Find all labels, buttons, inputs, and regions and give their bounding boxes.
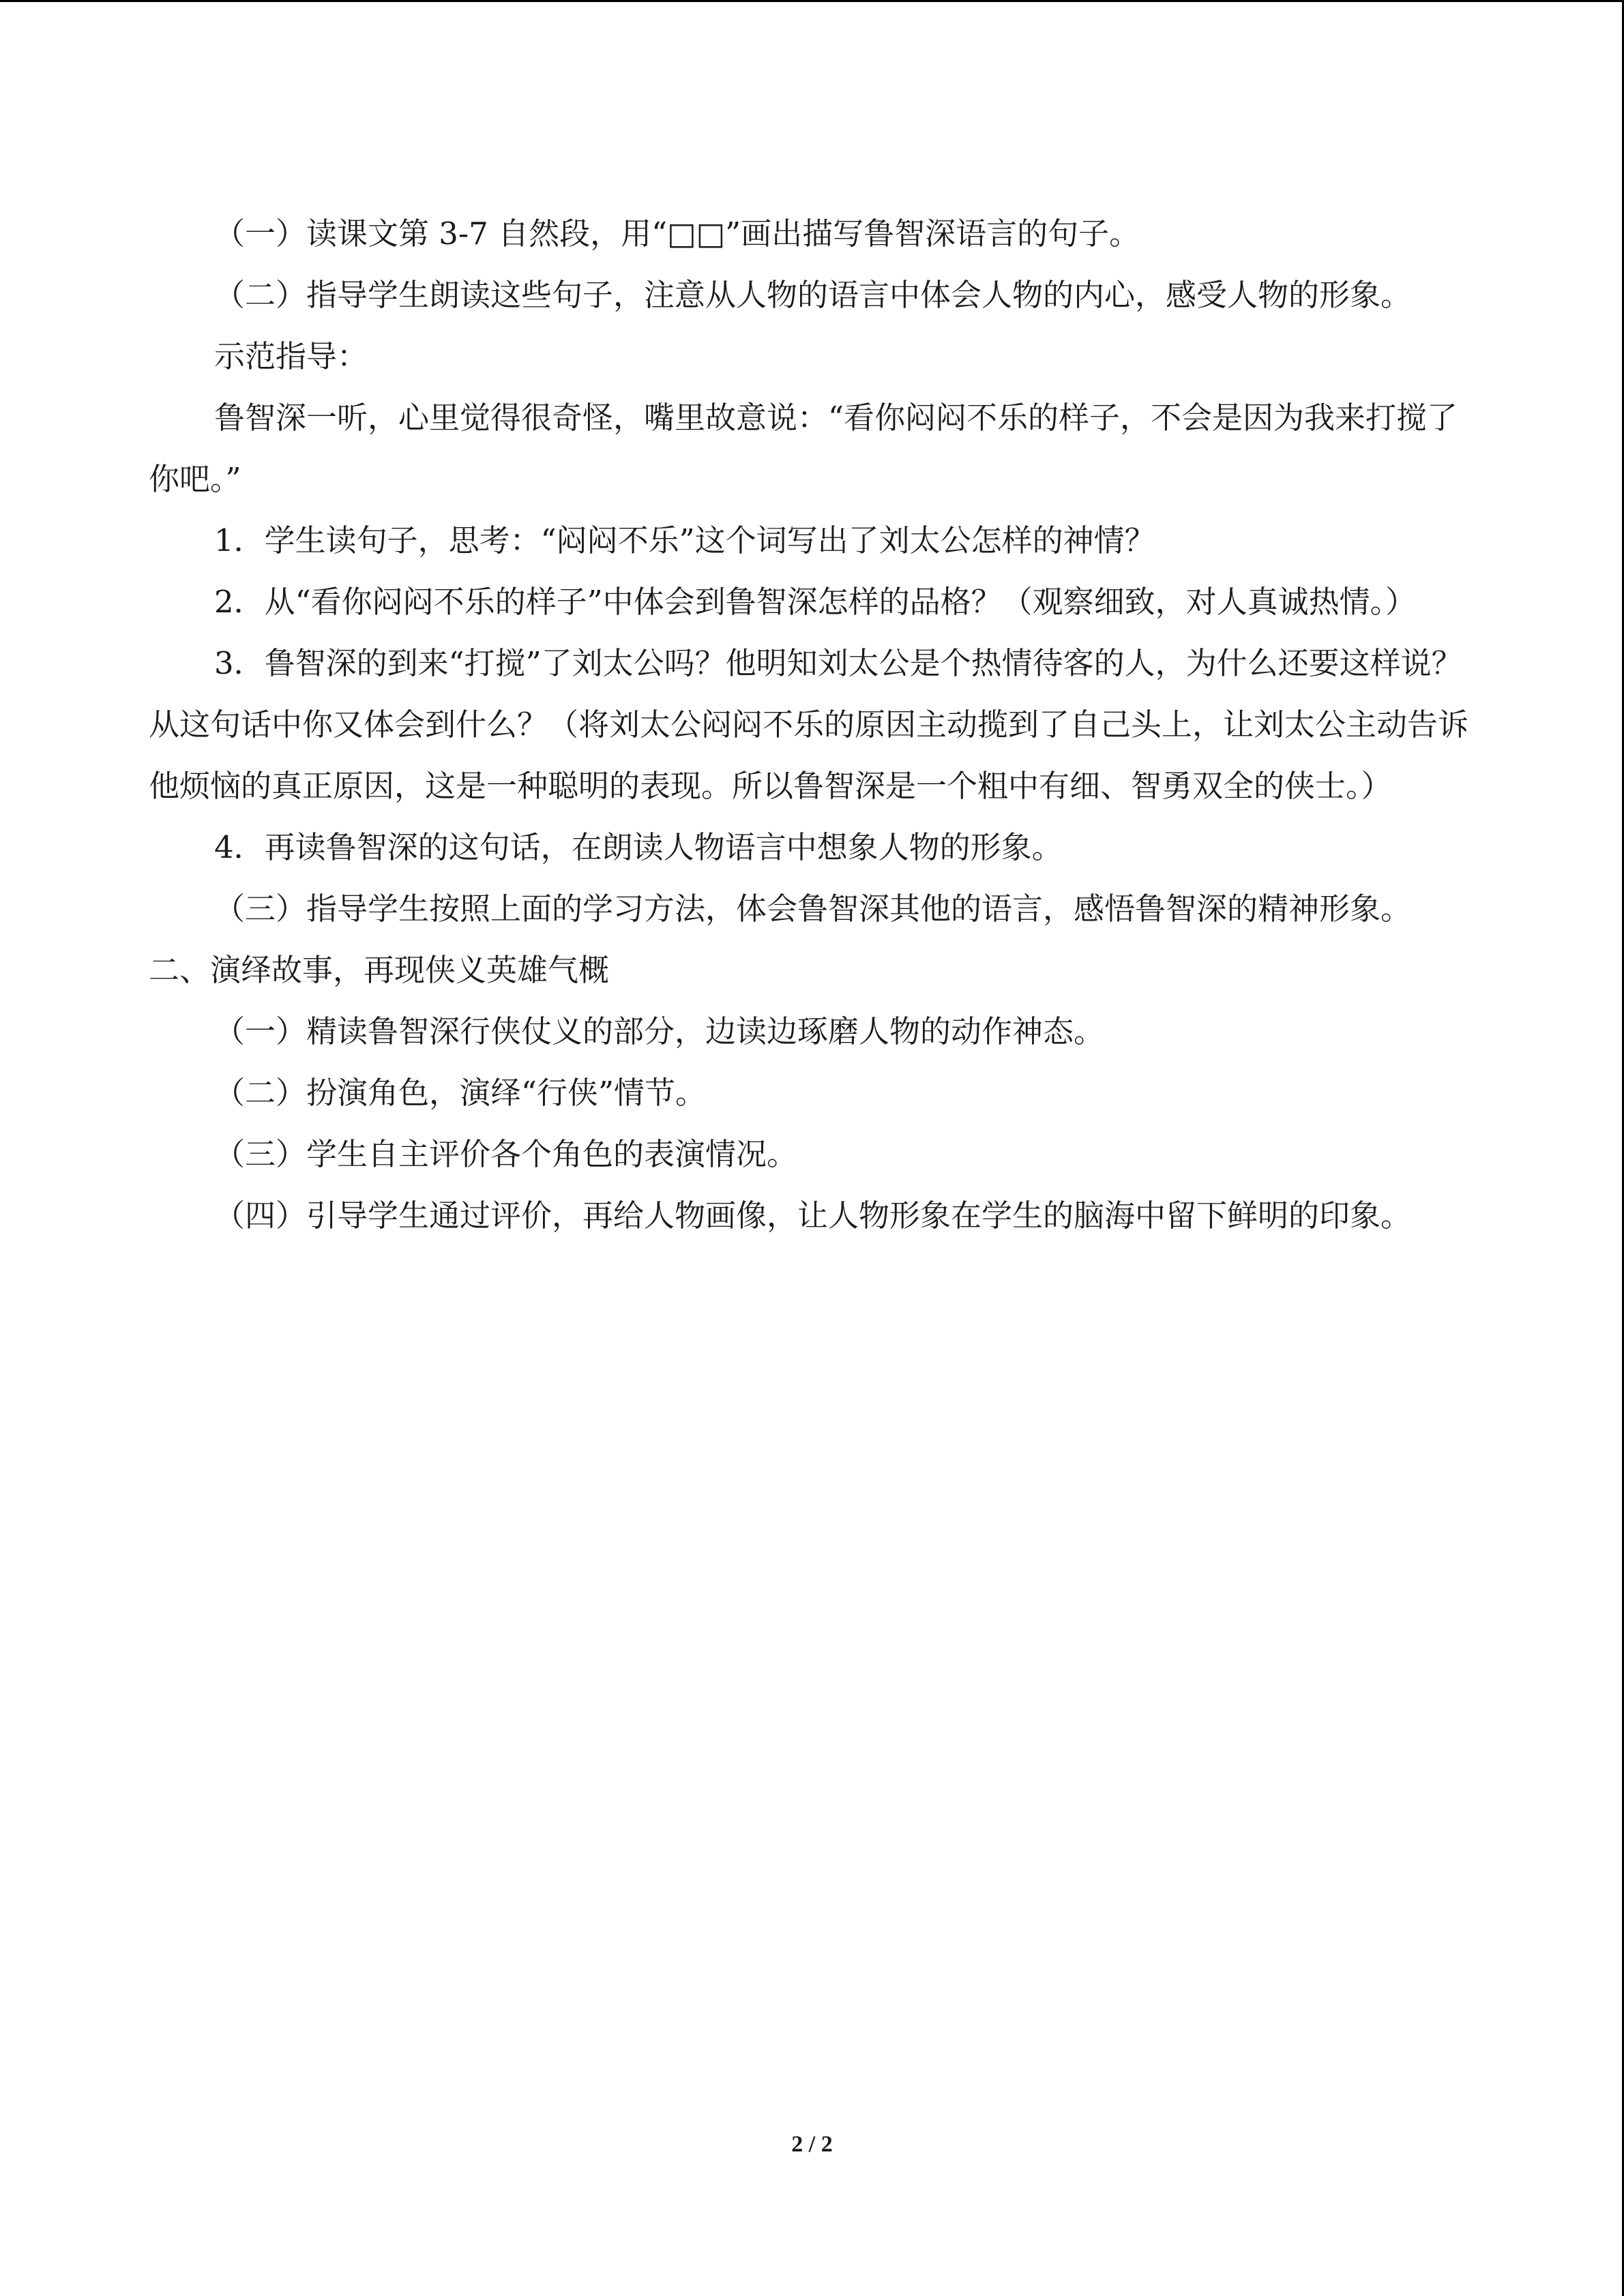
paragraph-guide-reading: （二）指导学生朗读这些句子，注意从人物的语言中体会人物的内心，感受人物的形象。 [214, 277, 1412, 313]
paragraph-step-2: 2．从“看你闷闷不乐的样子”中体会到鲁智深怎样的品格？（观察细致，对人真诚热情。） [214, 584, 1417, 620]
paragraph-step-4: 4．再读鲁智深的这句话，在朗读人物语言中想象人物的形象。 [214, 829, 1063, 865]
paragraph-quote: 鲁智深一听，心里觉得很奇怪，嘴里故意说：“看你闷闷不乐的样子，不会是因为我来打搅了你吧。” [149, 400, 1458, 497]
paragraph-step-3: 3．鲁智深的到来“打搅”了刘太公吗？他明知刘太公是个热情待客的人，为什么还要这样说？从这句话中你又体会到什么？（将刘太公闷闷不乐的原因主动揽到了自己头上，让刘太公主动告诉他烦恼的真正原因，这是一种聪明的表现。所以鲁智深是一个粗中有细、智勇双全的侠士。） [149, 645, 1469, 804]
paragraph-portrait: （四）引导学生通过评价，再给人物画像，让人物形象在学生的脑海中留下鲜明的印象。 [214, 1197, 1412, 1234]
paragraph-demo-label: 示范指导： [214, 338, 368, 374]
section-heading: 二、演绎故事，再现侠义英雄气概 [149, 952, 610, 988]
paragraph-self-evaluation: （三）学生自主评价各个角色的表演情况。 [214, 1136, 798, 1172]
paragraph-guide-method: （三）指导学生按照上面的学习方法，体会鲁智深其他的语言，感悟鲁智深的精神形象。 [214, 891, 1412, 927]
paragraph-role-play: （二）扮演角色，演绎“行侠”情节。 [214, 1075, 707, 1111]
paragraph-read-text: （一）读课文第 3-7 自然段，用“□□”画出描写鲁智深语言的句子。 [214, 215, 1140, 252]
paragraph-step-1: 1．学生读句子，思考：“闷闷不乐”这个词写出了刘太公怎样的神情？ [214, 522, 1155, 558]
page-number: 2 / 2 [791, 2132, 833, 2157]
document-body [149, 203, 1476, 1247]
paragraph-intensive-reading: （一）精读鲁智深行侠仗义的部分，边读边琢磨人物的动作神态。 [214, 1013, 1105, 1049]
